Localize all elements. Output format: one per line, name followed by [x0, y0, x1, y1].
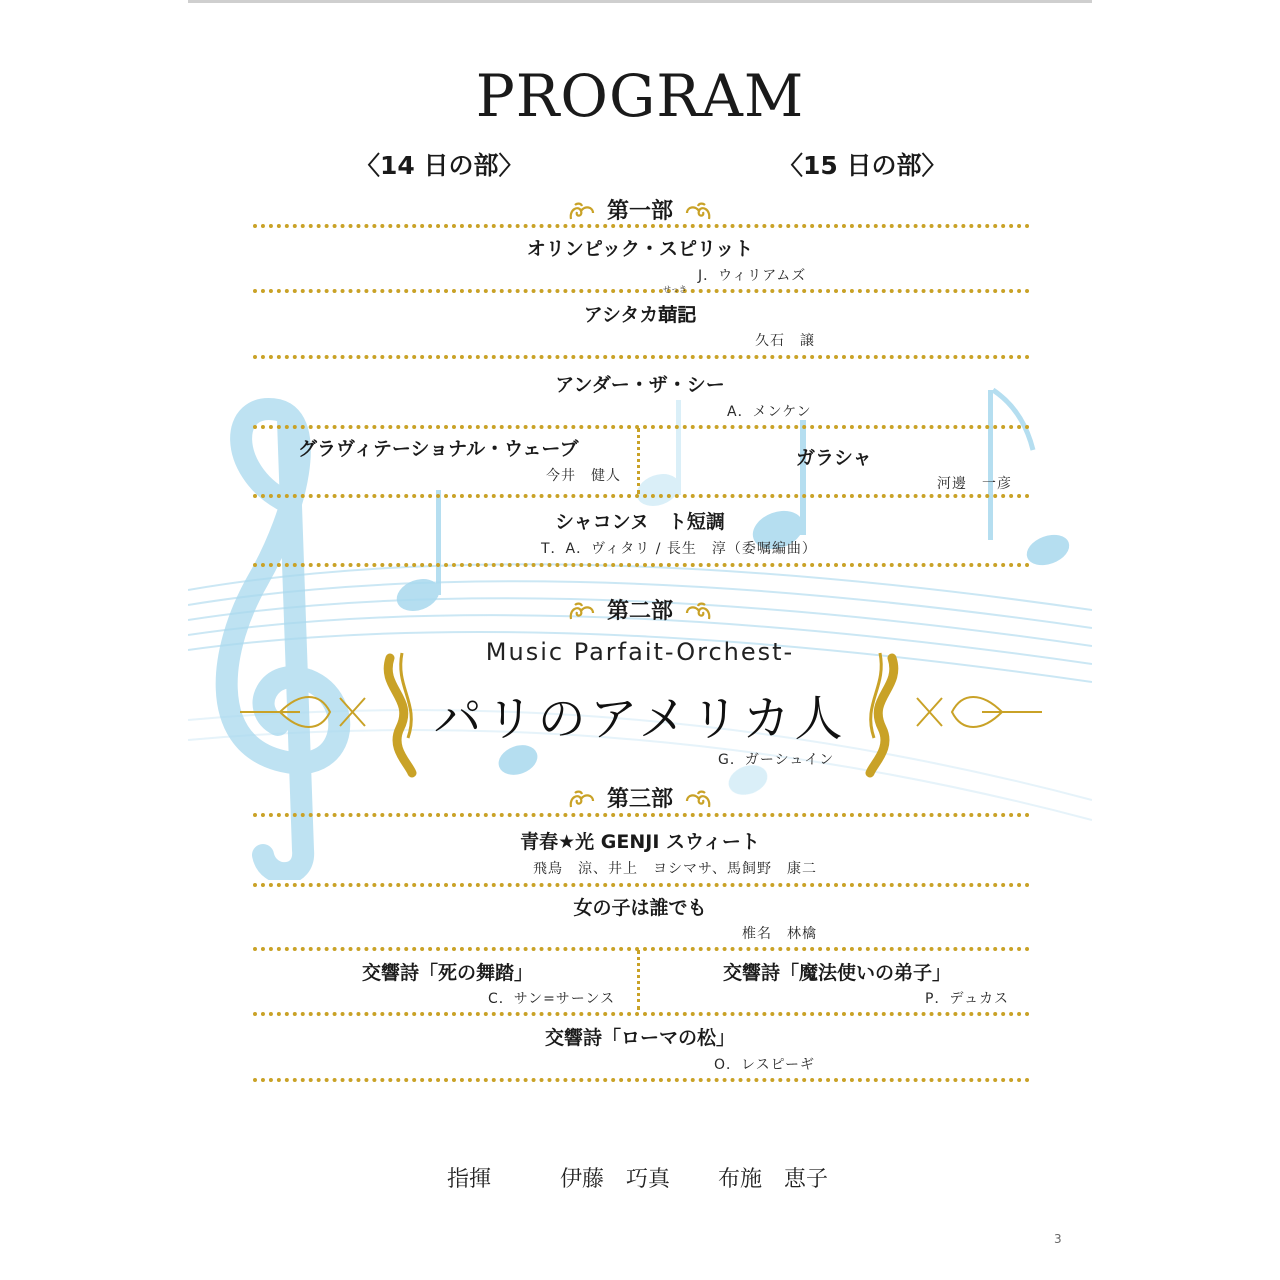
part3-heading-text: 第三部 [606, 786, 673, 812]
ornament-left-icon [567, 789, 597, 811]
divider [253, 1012, 1030, 1016]
conductor-label: 指揮 [447, 1167, 492, 1192]
program-title: 青春★光 GENJI スウィート [520, 831, 760, 853]
part2-heading-text: 第二部 [606, 598, 673, 624]
divider [253, 355, 1030, 359]
composer: 椎名 林檎 [742, 926, 817, 942]
composer-day15: P．デュカス [925, 991, 1010, 1007]
divider [253, 813, 1030, 817]
part1-heading-text: 第一部 [606, 198, 673, 224]
composer-day15: 河邊 一彦 [937, 476, 1012, 492]
composer: A．メンケン [727, 404, 812, 420]
composer: O．レスピーギ [714, 1057, 816, 1073]
divider [253, 563, 1030, 567]
composer: 飛鳥 涼、井上 ヨシマサ、馬飼野 康二 [533, 861, 818, 877]
divider [253, 947, 1030, 951]
part3-heading [0, 782, 1280, 813]
part2-main-title: パリのアメリカ人 [433, 691, 847, 747]
ruby-text: せっき [663, 285, 687, 294]
program-title: 交響詩「ローマの松」 [544, 1027, 735, 1049]
conductor-name-2: 布施 恵子 [718, 1167, 829, 1192]
composer-day14: 今井 健人 [546, 468, 621, 484]
page-number: 3 [1054, 1232, 1062, 1246]
divider [253, 883, 1030, 887]
ornament-right-icon [683, 601, 713, 623]
composer: T．A．ヴィタリ / 長生 淳（委嘱編曲） [541, 541, 817, 557]
conductor-name-1: 伊藤 巧真 [560, 1167, 671, 1192]
day-15-label: 〈15 日の部〉 [778, 151, 947, 180]
vertical-divider [637, 428, 640, 494]
program-title: 女の子は誰でも [573, 897, 707, 919]
ornament-left-icon [567, 201, 597, 223]
program-title: アシタカ𦻙記 [583, 304, 697, 326]
part2-heading [0, 594, 1280, 625]
composer: 久石 譲 [755, 333, 815, 349]
program-title: アンダー・ザ・シー [555, 374, 725, 396]
divider [253, 425, 1030, 429]
day-14-label: 〈14 日の部〉 [355, 151, 524, 180]
program-title-day14: グラヴィテーショナル・ウェーブ [298, 438, 579, 460]
divider [253, 289, 1030, 293]
divider [253, 494, 1030, 498]
part2-composer: G．ガーシュイン [718, 752, 835, 768]
program-title-day14: 交響詩「死の舞踏」 [362, 962, 534, 984]
part1-heading [0, 194, 1280, 225]
part2-subtitle: Music Parfait-Orchest- [485, 638, 795, 666]
divider [253, 224, 1030, 228]
ornament-right-icon [683, 789, 713, 811]
composer-day14: C．サン=サーンス [488, 991, 616, 1007]
page-title: PROGRAM [475, 62, 805, 130]
ornament-left-icon [567, 601, 597, 623]
divider [253, 1078, 1030, 1082]
program-title: シャコンヌ ト短調 [555, 511, 725, 533]
program-title: オリンピック・スピリット [526, 238, 754, 260]
vertical-divider [637, 950, 640, 1010]
top-border [188, 0, 1092, 3]
program-title-day15: ガラシャ [796, 447, 872, 469]
program-title-day15: 交響詩「魔法使いの弟子」 [723, 962, 952, 984]
ornament-right-icon [683, 201, 713, 223]
composer: J．ウィリアムズ [698, 268, 807, 284]
